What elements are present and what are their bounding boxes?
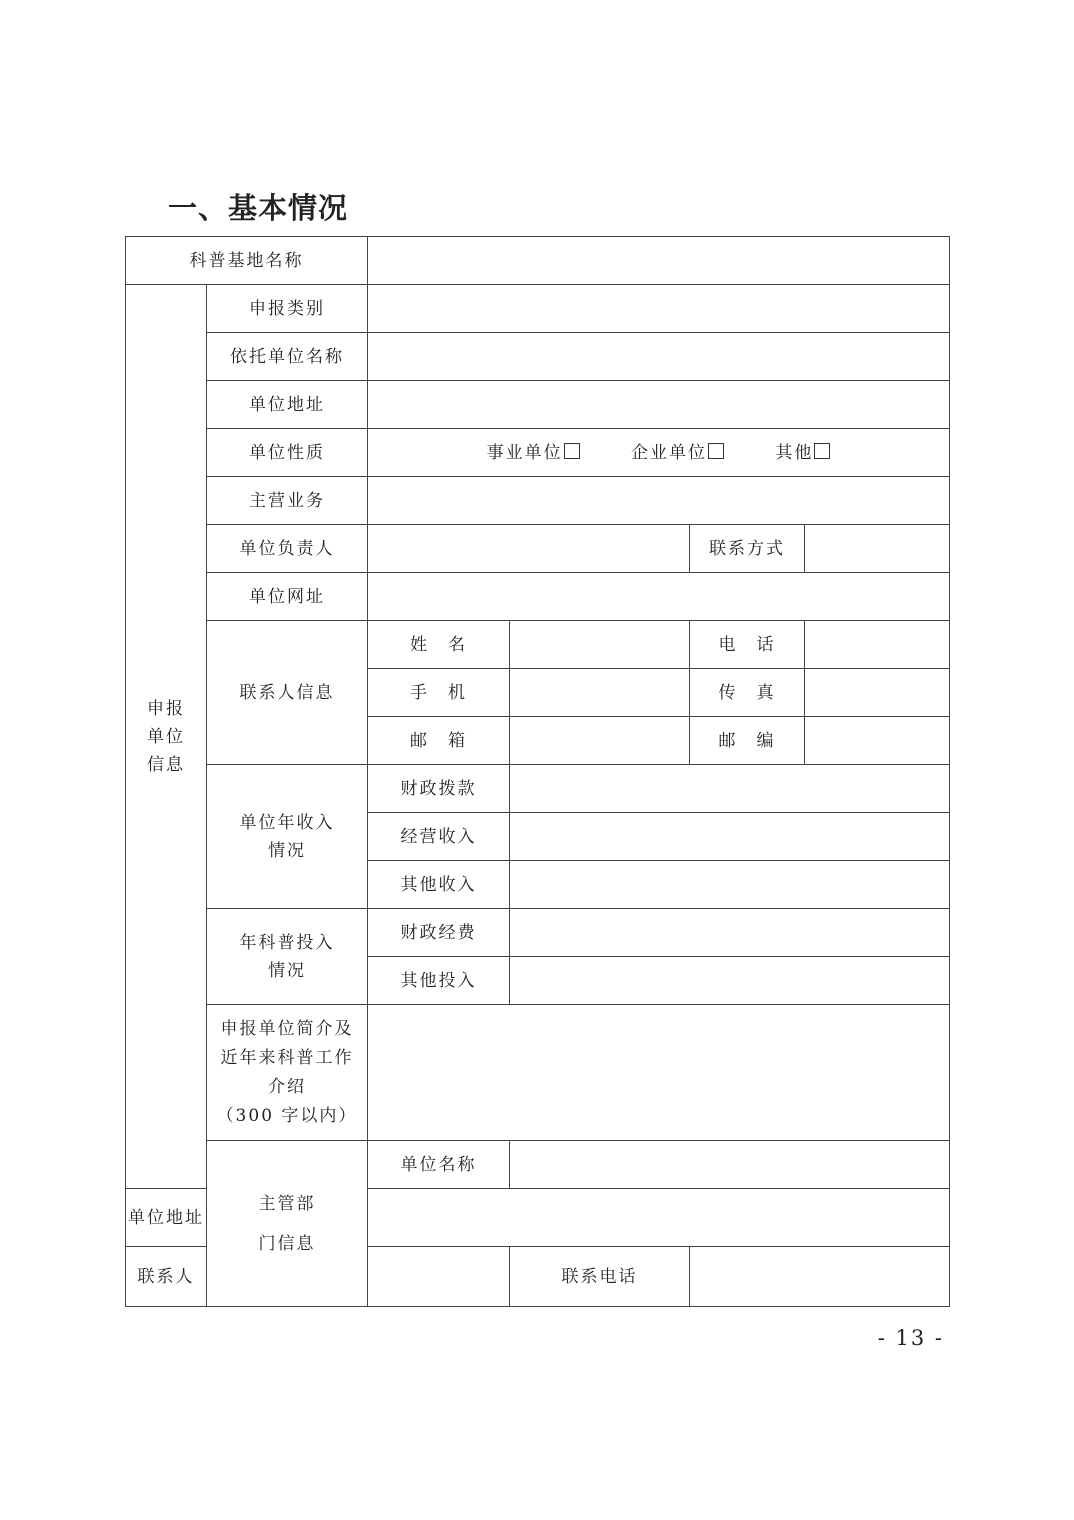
intro-label-line: 介绍 bbox=[268, 1076, 306, 1097]
host-unit-name-label: 依托单位名称 bbox=[207, 333, 368, 381]
fiscal-allocation-field[interactable] bbox=[510, 765, 950, 813]
annual-income-label-line: 情况 bbox=[268, 840, 306, 861]
intro-label bbox=[207, 1005, 368, 1141]
fiscal-funds-label: 财政经费 bbox=[368, 909, 510, 957]
other-investment-field[interactable] bbox=[510, 957, 950, 1005]
unit-address-field[interactable] bbox=[368, 381, 950, 429]
fiscal-funds-field[interactable] bbox=[510, 909, 950, 957]
unit-nature-options bbox=[368, 429, 950, 477]
supervisor-unit-address-field[interactable] bbox=[368, 1189, 950, 1247]
operating-income-label: 经营收入 bbox=[368, 813, 510, 861]
annual-income-label-line: 单位年收入 bbox=[239, 812, 335, 833]
contact-person-info-label: 联系人信息 bbox=[207, 621, 368, 765]
supervisor-group-label bbox=[207, 1141, 368, 1307]
apply-category-field[interactable] bbox=[368, 285, 950, 333]
contact-postcode-field[interactable] bbox=[805, 717, 950, 765]
contact-email-field[interactable] bbox=[510, 717, 690, 765]
unit-nature-label: 单位性质 bbox=[207, 429, 368, 477]
other-income-label: 其他收入 bbox=[368, 861, 510, 909]
unit-website-label: 单位网址 bbox=[207, 573, 368, 621]
annual-income-label bbox=[207, 765, 368, 909]
supervisor-phone-label: 联系电话 bbox=[510, 1247, 690, 1307]
contact-mobile-label: 手 机 bbox=[368, 669, 510, 717]
intro-label-line: 申报单位简介及 bbox=[220, 1018, 354, 1039]
supervisor-unit-name-label: 单位名称 bbox=[368, 1141, 510, 1189]
page-number: - 13 - bbox=[877, 1326, 944, 1350]
option-label: 其他 bbox=[775, 442, 814, 463]
unit-nature-option-enterprise[interactable] bbox=[631, 443, 724, 463]
checkbox-icon[interactable] bbox=[564, 443, 580, 459]
unit-nature-option-other[interactable] bbox=[775, 443, 830, 463]
other-income-field[interactable] bbox=[510, 861, 950, 909]
unit-head-field[interactable] bbox=[368, 525, 690, 573]
intro-label-line: 近年来科普工作 bbox=[220, 1047, 354, 1068]
contact-fax-label: 传 真 bbox=[690, 669, 805, 717]
contact-method-field[interactable] bbox=[805, 525, 950, 573]
supervisor-contact-label: 联系人 bbox=[126, 1247, 207, 1307]
contact-name-field[interactable] bbox=[510, 621, 690, 669]
basic-info-form bbox=[125, 236, 950, 1307]
unit-head-label: 单位负责人 bbox=[207, 525, 368, 573]
option-label: 事业单位 bbox=[486, 442, 563, 463]
supervisor-group-label-line: 门信息 bbox=[258, 1233, 316, 1254]
apply-category-label: 申报类别 bbox=[207, 285, 368, 333]
contact-phone-label: 电 话 bbox=[690, 621, 805, 669]
main-business-field[interactable] bbox=[368, 477, 950, 525]
fiscal-allocation-label: 财政拨款 bbox=[368, 765, 510, 813]
supervisor-unit-name-field[interactable] bbox=[510, 1141, 950, 1189]
host-unit-name-field[interactable] bbox=[368, 333, 950, 381]
annual-investment-label-line: 年科普投入 bbox=[239, 932, 335, 953]
unit-nature-option-public[interactable] bbox=[487, 443, 580, 463]
option-label: 企业单位 bbox=[631, 442, 707, 463]
applicant-group-label-line: 申报 bbox=[147, 698, 185, 719]
contact-fax-field[interactable] bbox=[805, 669, 950, 717]
checkbox-icon[interactable] bbox=[814, 443, 830, 459]
applicant-group-label bbox=[126, 285, 207, 1189]
unit-website-field[interactable] bbox=[368, 573, 950, 621]
applicant-group-label-line: 信息 bbox=[147, 754, 185, 775]
supervisor-phone-field[interactable] bbox=[690, 1247, 950, 1307]
base-name-field[interactable] bbox=[368, 237, 950, 285]
annual-investment-label-line: 情况 bbox=[268, 960, 306, 981]
contact-email-label: 邮 箱 bbox=[368, 717, 510, 765]
contact-name-label: 姓 名 bbox=[368, 621, 510, 669]
contact-postcode-label: 邮 编 bbox=[690, 717, 805, 765]
other-investment-label: 其他投入 bbox=[368, 957, 510, 1005]
unit-address-label: 单位地址 bbox=[207, 381, 368, 429]
intro-field[interactable] bbox=[368, 1005, 950, 1141]
checkbox-icon[interactable] bbox=[708, 443, 724, 459]
main-business-label: 主营业务 bbox=[207, 477, 368, 525]
supervisor-group-label-line: 主管部 bbox=[258, 1193, 316, 1214]
base-name-label: 科普基地名称 bbox=[126, 237, 368, 285]
contact-mobile-field[interactable] bbox=[510, 669, 690, 717]
supervisor-unit-address-label: 单位地址 bbox=[126, 1189, 207, 1247]
section-title: 一、基本情况 bbox=[168, 191, 349, 225]
supervisor-contact-field[interactable] bbox=[368, 1247, 510, 1307]
contact-method-label: 联系方式 bbox=[690, 525, 805, 573]
applicant-group-label-line: 单位 bbox=[147, 726, 185, 747]
annual-investment-label bbox=[207, 909, 368, 1005]
contact-phone-field[interactable] bbox=[805, 621, 950, 669]
operating-income-field[interactable] bbox=[510, 813, 950, 861]
intro-label-line: （300 字以内） bbox=[216, 1105, 358, 1126]
